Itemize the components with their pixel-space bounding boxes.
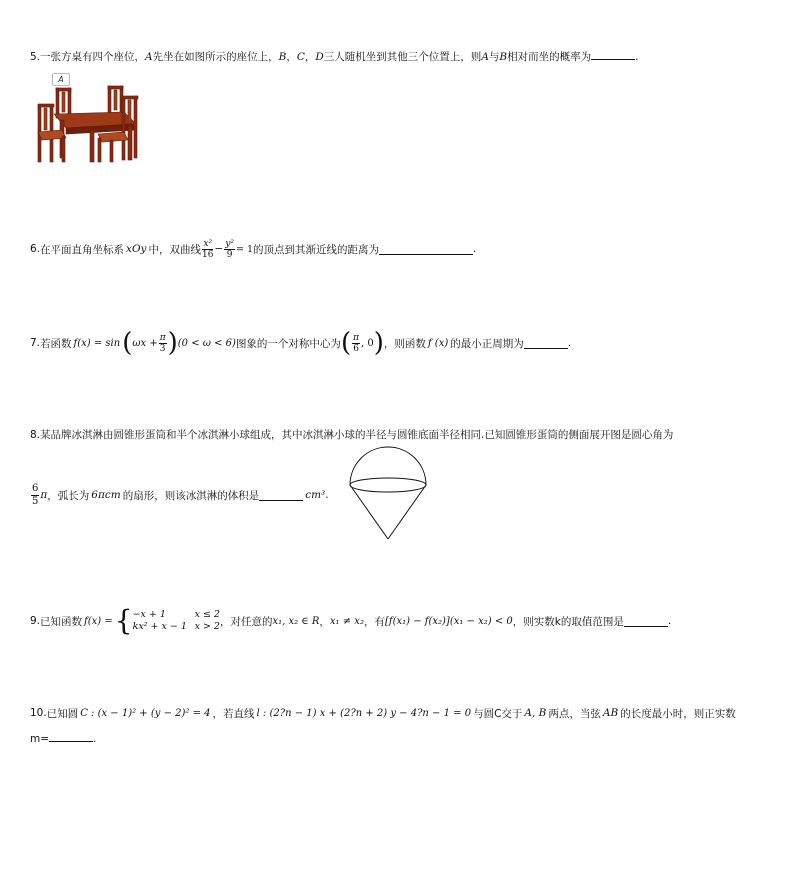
q7-func2: f (x) bbox=[427, 337, 449, 349]
q10-end: . bbox=[93, 733, 97, 745]
q7-text-a: 若函数 bbox=[40, 337, 72, 350]
q8-text-b: 的扇形，则该冰淇淋的体积是 bbox=[122, 489, 260, 502]
q7-answer-blank[interactable] bbox=[524, 338, 568, 349]
q6-text-b: 中，双曲线 bbox=[148, 243, 201, 256]
q5-text: 一张方桌有四个座位， bbox=[40, 51, 146, 63]
q9-end: . bbox=[667, 615, 672, 627]
q5-text-d: 与 bbox=[488, 51, 500, 63]
q7-number: 7. bbox=[30, 337, 41, 349]
q6-minus: − bbox=[214, 243, 224, 255]
q6-frac1-num: x² bbox=[203, 238, 213, 249]
question-8-line2 bbox=[30, 480, 329, 510]
seat-a-label: A bbox=[52, 73, 70, 86]
q6-frac1 bbox=[202, 239, 213, 260]
q7-func: f(x) = sin bbox=[73, 337, 121, 349]
q6-frac2-den: 9 bbox=[226, 249, 233, 260]
q7-pt-paren-right: ) bbox=[373, 328, 384, 358]
q9-neq: x₁ ≠ x₂ bbox=[329, 615, 364, 627]
q10-number: 10. bbox=[30, 707, 47, 719]
q8-frac-den: 5 bbox=[32, 495, 39, 507]
q7-frac-num: π bbox=[159, 332, 166, 343]
q5-sep2: ， bbox=[304, 51, 316, 63]
q10-chord: AB bbox=[602, 707, 619, 719]
q10-text-a: 已知圆 bbox=[46, 707, 79, 720]
q10-pts: A, B bbox=[524, 707, 547, 719]
q9-brace: { bbox=[114, 604, 133, 637]
q7-end: . bbox=[567, 337, 572, 349]
q8-answer-blank[interactable] bbox=[259, 490, 303, 501]
q5-var-b: B bbox=[278, 51, 287, 63]
q8-number: 8. bbox=[30, 429, 41, 441]
q6-number: 6. bbox=[30, 243, 41, 255]
q7-frac bbox=[159, 333, 167, 354]
question-10-line1 bbox=[30, 700, 736, 726]
q9-case1-cond: x ≤ 2 bbox=[194, 609, 220, 620]
q9-number: 9. bbox=[30, 615, 41, 627]
question-10-line2 bbox=[30, 731, 96, 745]
q9-vars: x₁, x₂ ∈ R bbox=[272, 615, 320, 627]
q10-text-b: ，若直线 bbox=[212, 707, 255, 720]
q6-text-a: 在平面直角坐标系 bbox=[40, 243, 125, 256]
q6-end: . bbox=[473, 243, 477, 255]
q5-text-c: 三人随机坐到其他三个位置上，则 bbox=[323, 51, 482, 63]
table-chairs-image bbox=[36, 84, 142, 166]
question-7 bbox=[30, 328, 571, 358]
q10-answer-blank[interactable] bbox=[49, 731, 93, 742]
q7-frac-den: 3 bbox=[159, 343, 166, 354]
q5-var-b2: B bbox=[499, 51, 508, 63]
q7-pt-den: 6 bbox=[353, 343, 359, 354]
q6-frac2 bbox=[224, 239, 235, 260]
q5-var-a: A bbox=[145, 51, 153, 63]
q8-pi: π bbox=[40, 489, 48, 501]
q9-case2-expr: kx² + x − 1 bbox=[132, 621, 187, 632]
q5-var-c: C bbox=[296, 51, 305, 63]
q7-inner: ωx + bbox=[132, 337, 158, 349]
q10-text-d: 两点，当弦 bbox=[548, 707, 601, 720]
q6-answer-blank[interactable] bbox=[379, 244, 473, 255]
q7-pt-num: π bbox=[353, 332, 360, 343]
q5-var-a2: A bbox=[481, 51, 489, 63]
q9-func: f(x) = bbox=[84, 615, 113, 627]
q5-text-e: 相对而坐的概率为 bbox=[507, 51, 592, 63]
q9-case1-expr: −x + 1 bbox=[132, 609, 166, 620]
q8-end: . bbox=[325, 489, 329, 501]
q9-piecewise bbox=[114, 604, 220, 637]
q7-text-d: 的最小正周期为 bbox=[450, 337, 524, 350]
q7-paren-left: ( bbox=[122, 328, 133, 358]
q8-text-a: ，弧长为 bbox=[47, 489, 90, 502]
q9-case2-cond: x > 2 bbox=[194, 621, 220, 632]
q6-coord: xOy bbox=[126, 243, 147, 255]
q10-circle: C : (x − 1)² + (y − 2)² = 4 bbox=[80, 707, 211, 719]
q8-line1: 某品牌冰淇淋由圆锥形蛋筒和半个冰淇淋小球组成，其中冰淇淋小球的半径与圆锥底面半径相同.已知圆锥形蛋筒的侧面展开图是圆心角为 bbox=[40, 429, 674, 441]
q5-answer-blank[interactable] bbox=[591, 49, 635, 60]
q5-number: 5. bbox=[30, 51, 41, 63]
q9-text-b: ，对任意的 bbox=[219, 615, 273, 628]
q9-cases bbox=[133, 609, 220, 633]
q6-frac2-num: y² bbox=[225, 238, 234, 249]
q9-answer-blank[interactable] bbox=[624, 616, 668, 627]
q5-sep1: ， bbox=[286, 51, 297, 63]
question-5 bbox=[30, 49, 638, 64]
q9-text-d: ，有 bbox=[363, 615, 385, 628]
q8-frac-num: 6 bbox=[32, 482, 39, 494]
q6-frac1-den: 16 bbox=[202, 249, 214, 260]
q7-pt-paren-left: ( bbox=[340, 328, 352, 358]
question-8-line1 bbox=[30, 427, 673, 442]
q8-unit: cm³ bbox=[305, 489, 326, 501]
question-9 bbox=[30, 605, 671, 637]
q9-text-a: 已知函数 bbox=[40, 615, 83, 628]
q9-text-c: ， bbox=[319, 615, 330, 628]
ice-cream-cone-figure bbox=[346, 443, 432, 543]
q5-var-d: D bbox=[315, 51, 324, 63]
q10-line2: m= bbox=[30, 733, 50, 745]
question-6 bbox=[30, 236, 476, 262]
q10-text-c: 与圆C交于 bbox=[473, 707, 523, 720]
q9-ineq: [f(x₁) − f(x₂)](x₁ − x₂) < 0 bbox=[384, 615, 513, 627]
q6-text-c: 的顶点到其渐近线的距离为 bbox=[253, 243, 379, 256]
q7-text-c: ，则函数 bbox=[383, 337, 426, 350]
q8-arc: 6πcm bbox=[91, 489, 121, 501]
q7-cond: (0 < ω < 6) bbox=[177, 337, 236, 349]
q5-text-b: 先坐在如图所示的座位上， bbox=[152, 51, 279, 63]
q5-end: . bbox=[635, 51, 639, 63]
q10-text-e: 的长度最小时，则正实数 bbox=[620, 707, 736, 720]
q7-pt-frac bbox=[352, 333, 360, 354]
q7-pt-rest: , 0 bbox=[361, 337, 374, 349]
q8-frac bbox=[31, 483, 39, 508]
q10-line: l : (2?n − 1) x + (2?n + 2) y − 4?n − 1 = 0 bbox=[256, 707, 472, 719]
q7-text-b: 图象的一个对称中心为 bbox=[235, 337, 341, 350]
q6-eq: = 1 bbox=[235, 243, 253, 255]
q9-text-e: ，则实数k的取值范围是 bbox=[512, 615, 624, 628]
q7-paren-right: ) bbox=[167, 328, 178, 358]
